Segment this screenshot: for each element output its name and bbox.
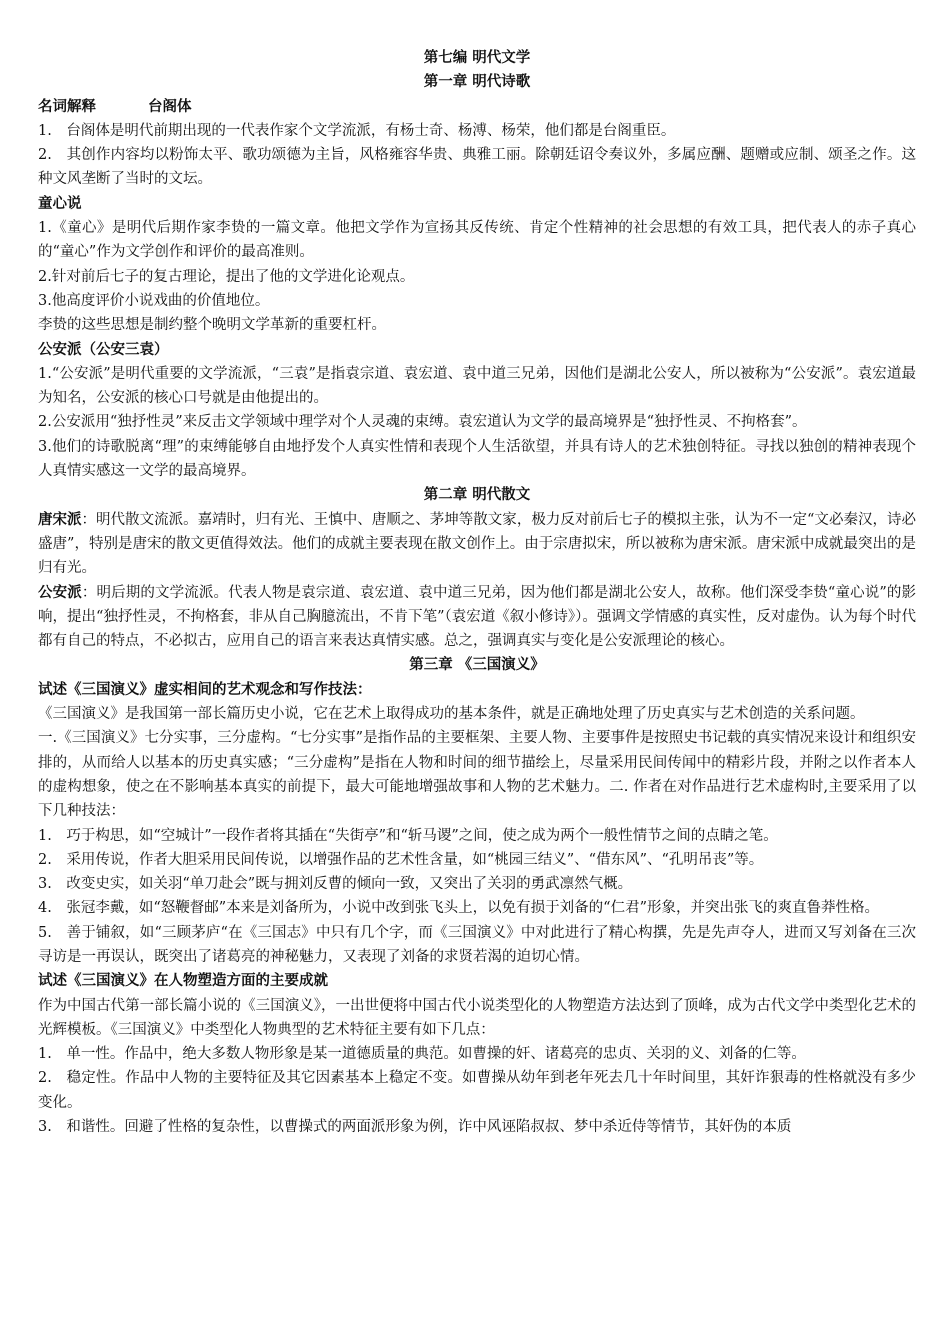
term-gonganpai-2: 公安派 <box>38 584 82 601</box>
document-page <box>38 46 916 1139</box>
term-taigeti: 台阁体 <box>148 98 192 115</box>
term-gonganpai: 公安派（公安三袁） <box>38 341 169 358</box>
paragraph-tangsongpai <box>38 508 916 581</box>
chapter-2-title: 第二章 明代散文 <box>423 487 531 504</box>
paragraph: 1.《童心》是明代后期作家李贽的一篇文章。他把文学作为宣扬其反传统、肯定个性精神的社会思想的有效工具，把代表人的赤子真心的“童心”作为文学创作和评价的最高准则。 <box>38 220 916 261</box>
paragraph: 1.“公安派”是明代重要的文学流派，“三袁”是指袁宗道、袁宏道、袁中道三兄弟，因他们是湖北公安人，所以被称为“公安派”。袁宏道最为知名，公安派的核心口号就是由他提出的。 <box>38 365 916 407</box>
chapter-3-title: 第三章 《三国演义》 <box>409 657 545 674</box>
paragraph: 一.《三国演义》七分实事，三分虚构。“七分实事”是指作品的主要框架、主要人物、主要事件是按照史书记载的真实情况来设计和组织安排的，从而给人以基本的历史真实感；“三分虚构”是指在人物和时间的细节描绘上，尽量采用民间传闻中的精彩片段，并附之以作者本人的虚构想象，使之在不影响基本真实的前提下，最大可能地增强故事和人物的艺术魅力。二. 作者在对作品进行艺术虚构时,主要采用了以下几种技法： <box>38 730 916 820</box>
part-title: 第七编 明代文学 <box>423 50 531 66</box>
paragraph-text: ：明代散文流派。嘉靖时，归有光、王慎中、唐顺之、茅坤等散文家，极力反对前后七子的模拟主张，认为不一定“文必秦汉，诗必盛唐”，特别是唐宋的散文更值得效法。他们的成就主要表现在散文创作上。由于宗唐拟宋，所以被称为唐宋派。唐宋派中成就最突出的是归有光。 <box>38 511 916 577</box>
chapter-1-title: 第一章 明代诗歌 <box>423 74 531 91</box>
paragraph-gonganpai <box>38 581 916 654</box>
paragraph: 3. 和谐性。回避了性格的复杂性，以曹操式的两面派形象为例，诈中风诬陷叔叔、梦中杀近侍等情节，其奸伪的本质 <box>38 1119 792 1136</box>
paragraph: 2. 采用传说，作者大胆采用民间传说，以增强作品的艺术性含量，如“桃园三结义”、“借东风”、“孔明吊丧”等。 <box>38 851 764 868</box>
question-1-heading: 试述《三国演义》虚实相间的艺术观念和写作技法： <box>38 681 372 698</box>
paragraph: 《三国演义》是我国第一部长篇历史小说，它在艺术上取得成功的基本条件，就是正确地处理了历史真实与艺术创造的关系问题。 <box>38 706 865 723</box>
intro-label: 名词解释 <box>38 98 96 115</box>
paragraph: 1. 巧于构思，如“空城计”一段作者将其插在“失街亭”和“斩马谡”之间，使之成为两个一般性情节之间的点睛之笔。 <box>38 827 778 844</box>
term-tangsongpai: 唐宋派 <box>38 511 82 528</box>
paragraph: 4. 张冠李戴，如“怒鞭督邮”本来是刘备所为，小说中改到张飞头上，以免有损于刘备的“仁君”形象，并突出张飞的爽直鲁莽性格。 <box>38 900 879 917</box>
term-heading-taigeti <box>38 95 916 119</box>
question-2-heading: 试述《三国演义》在人物塑造方面的主要成就 <box>38 973 328 990</box>
paragraph: 李贽的这些思想是制约整个晚明文学革新的重要杠杆。 <box>38 317 386 334</box>
paragraph: 1. 单一性。作品中，绝大多数人物形象是某一道德质量的典范。如曹操的奸、诸葛亮的忠贞、关羽的义、刘备的仁等。 <box>38 1046 806 1063</box>
paragraph: 3.他们的诗歌脱离“理”的束缚能够自由地抒发个人真实性情和表现个人生活欲望，并具有诗人的艺术独创特征。寻找以独创的精神表现个人真情实感这一文学的最高境界。 <box>38 438 916 480</box>
paragraph: 3. 改变史实，如关羽“单刀赴会”既与拥刘反曹的倾向一致，又突出了关羽的勇武凛然气概。 <box>38 876 633 893</box>
paragraph: 2.针对前后七子的复古理论，提出了他的文学进化论观点。 <box>38 268 415 285</box>
paragraph: 2. 其创作内容均以粉饰太平、歌功颂德为主旨，风格雍容华贵、典雅工丽。除朝廷诏令奏议外，多属应酬、题赠或应制、颂圣之作。这种文风垄断了当时的文坛。 <box>38 147 916 188</box>
paragraph-text: ：明后期的文学流派。代表人物是袁宗道、袁宏道、袁中道三兄弟，因为他们都是湖北公安人，故称。他们深受李贽“童心说”的影响，提出“独抒性灵，不拘格套，非从自己胸臆流出，不肯下笔”（袁宏道《叙小修诗》）。强调文学情感的真实性，反对虚伪。认为每个时代都有自己的特点，不必拟古，应用自己的语言来表达真情实感。总之，强调真实与变化是公安派理论的核心。 <box>38 584 916 650</box>
paragraph: 1. 台阁体是明代前期出现的一代表作家个文学流派，有杨士奇、杨溥、杨荣，他们都是台阁重臣。 <box>38 122 676 139</box>
paragraph: 2. 稳定性。作品中人物的主要特征及其它因素基本上稳定不变。如曹操从幼年到老年死去几十年时间里，其奸诈狠毒的性格就没有多少变化。 <box>38 1070 916 1111</box>
paragraph: 3.他高度评价小说戏曲的价值地位。 <box>38 292 270 309</box>
term-tongxinshuo: 童心说 <box>38 195 82 212</box>
paragraph: 2.公安派用“独抒性灵”来反击文学领域中理学对个人灵魂的束缚。袁宏道认为文学的最高境界是“独抒性灵、不拘格套”。 <box>38 414 807 431</box>
paragraph: 5. 善于铺叙，如“三顾茅庐“在《三国志》中只有几个字，而《三国演义》中对此进行了精心构撰，先是先声夺人，进而又写刘备在三次寻访是一再误认，既突出了诸葛亮的神秘魅力，又表现了刘备的求贤若渴的迫切心情。 <box>38 924 916 965</box>
paragraph: 作为中国古代第一部长篇小说的《三国演义》，一出世便将中国古代小说类型化的人物塑造方法达到了顶峰，成为古代文学中类型化艺术的光辉模板。《三国演义》中类型化人物典型的艺术特征主要有如下几点： <box>38 997 916 1038</box>
